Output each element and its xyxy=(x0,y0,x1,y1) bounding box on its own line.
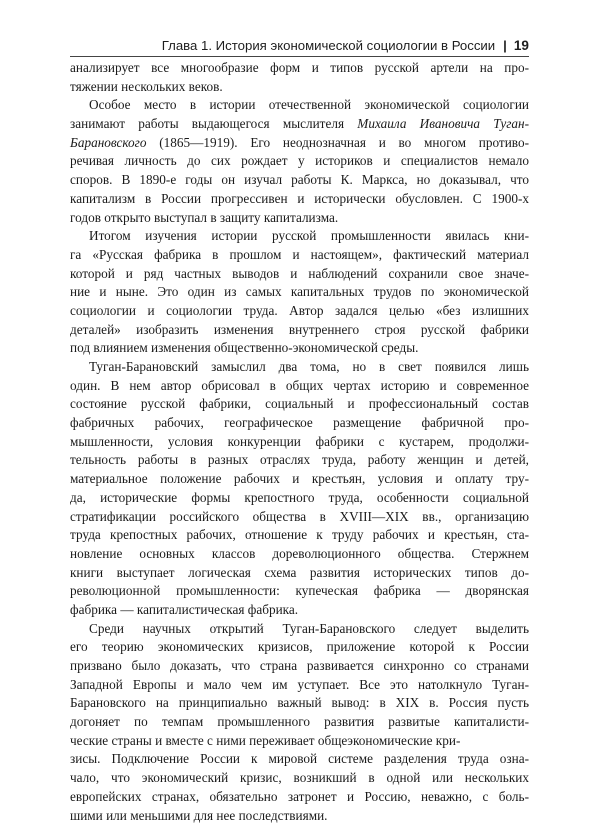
text-run: книги выступает логическая схема развития исторических типов до- xyxy=(70,565,529,580)
text-line xyxy=(70,209,529,228)
text-line xyxy=(70,732,529,751)
text-run: которой и ряд частных выводов и наблюдений сохранили свое значе- xyxy=(70,266,529,281)
text-run: труда крепостных рабочих, отношение к труду рабочих и крестьян, ста- xyxy=(70,527,529,542)
text-line xyxy=(70,227,529,246)
text-run: догоняет по темпам промышленного развития развитые капиталисти- xyxy=(70,714,529,729)
text-run: один. В нем автор обрисовал в общих чертах историю и современное xyxy=(70,378,529,393)
text-line xyxy=(70,302,529,321)
text-line xyxy=(70,601,529,620)
text-line xyxy=(70,694,529,713)
text-run: мышленности, условия конкуренции фабрики с кустарем, продолжи- xyxy=(70,434,529,449)
text-run: да, исторические формы крепостного труда, особенности социальной xyxy=(70,490,529,505)
text-run: анализирует все многообразие форм и типов русской артели на про- xyxy=(70,60,529,75)
text-line xyxy=(70,78,529,97)
text-run: Особое место в истории отечественной экономической социологии xyxy=(89,97,529,112)
text-run: новление основных классов дореволюционного общества. Стержнем xyxy=(70,546,529,561)
text-line xyxy=(70,807,529,825)
text-line xyxy=(70,265,529,284)
text-run: материальное положение рабочих и крестьян, условия и оплату тру- xyxy=(70,471,529,486)
text-line xyxy=(70,676,529,695)
chapter-title: Глава 1. История экономической социологии в России xyxy=(162,38,495,53)
text-run: тяжении нескольких веков. xyxy=(70,79,223,94)
text-line xyxy=(70,526,529,545)
text-line xyxy=(70,788,529,807)
text-line xyxy=(70,750,529,769)
text-run: капитализм в России прогрессивен и исторически обусловлен. С 1900-х xyxy=(70,191,529,206)
text-run: га «Русская фабрика в прошлом и настоящем», фактический материал xyxy=(70,247,529,262)
text-line xyxy=(70,59,529,78)
text-run: чало, что экономический кризис, возникший в одной или нескольких xyxy=(70,770,529,785)
header-rule xyxy=(70,56,529,57)
text-run: зисы. Подключение России к мировой системе разделения труда озна- xyxy=(70,751,529,766)
header-separator: | xyxy=(503,38,507,53)
text-run: призвано было доказать, что страна развивается синхронно со странами xyxy=(70,658,529,673)
text-line xyxy=(70,339,529,358)
text-line xyxy=(70,358,529,377)
text-run: состояние русской фабрики, социальный и профессиональный состав xyxy=(70,396,529,411)
text-line xyxy=(70,582,529,601)
text-line xyxy=(70,564,529,583)
running-header xyxy=(145,36,529,54)
text-run: тельность работы в разных отраслях труда, работу женщин и детей, xyxy=(70,452,529,467)
text-line xyxy=(70,451,529,470)
italic-name: Михаила Ивановича Туган- xyxy=(357,116,529,131)
text-line xyxy=(70,545,529,564)
text-run: речивая личность до сих рождает у историков и специалистов немало xyxy=(70,153,529,168)
text-run: революционной промышленности: купеческая фабрика — дворянская xyxy=(70,583,529,598)
text-line xyxy=(70,414,529,433)
text-line xyxy=(70,620,529,639)
text-line xyxy=(70,134,529,153)
text-run: (1865—1919). Его неоднозначная и во многом противо- xyxy=(146,135,529,150)
text-line xyxy=(70,283,529,302)
text-line xyxy=(70,489,529,508)
text-run: шими или меньшими для нее последствиями. xyxy=(70,808,327,823)
text-line xyxy=(70,508,529,527)
text-run: фабрика — капиталистическая фабрика. xyxy=(70,602,298,617)
body-text xyxy=(70,59,529,825)
text-line xyxy=(70,96,529,115)
text-run: годов открыто выступал в защиту капитализма. xyxy=(70,210,338,225)
text-run: ние и ныне. Это один из самых капитальных трудов по экономической xyxy=(70,284,529,299)
text-run: ческие страны и вместе с ними переживает общеэкономические кри- xyxy=(70,733,460,748)
text-line xyxy=(70,377,529,396)
text-run: споров. В 1890-е годы он изучал работы К. Маркса, но доказывал, что xyxy=(70,172,529,187)
text-line xyxy=(70,638,529,657)
text-run: Итогом изучения истории русской промышленности явилась кни- xyxy=(89,228,529,243)
text-line xyxy=(70,657,529,676)
text-line xyxy=(70,115,529,134)
text-run: деталей» изобразить изменения внутреннего строя русской фабрики xyxy=(70,322,529,337)
text-line xyxy=(70,470,529,489)
page-number: 19 xyxy=(514,38,529,53)
text-run: фабричных рабочих, географическое размещение фабричной про- xyxy=(70,415,529,430)
text-line xyxy=(70,190,529,209)
text-run: Туган-Барановский замыслил два тома, но в свет появился лишь xyxy=(89,359,529,374)
text-run: Западной Европы и мало чем им уступает. Все это натолкнуло Туган- xyxy=(70,677,529,692)
text-line xyxy=(70,769,529,788)
italic-name: Барановского xyxy=(70,135,146,150)
text-run: Барановского на принципиально важный вывод: в XIX в. Россия пусть xyxy=(70,695,529,710)
text-run: его теорию экономических кризисов, приложение которой к России xyxy=(70,639,529,654)
text-run: занимают работы выдающегося мыслителя xyxy=(70,116,357,131)
text-run: социологии и социологии труда. Автор задался целью «без излишних xyxy=(70,303,529,318)
text-line xyxy=(70,171,529,190)
text-run: европейских странах, обязательно затронет и Россию, неважно, с боль- xyxy=(70,789,529,804)
text-line xyxy=(70,713,529,732)
text-line xyxy=(70,321,529,340)
text-line xyxy=(70,395,529,414)
text-line xyxy=(70,246,529,265)
text-run: стратификации российского общества в XVIII—XIX вв., организацию xyxy=(70,509,529,524)
text-line xyxy=(70,433,529,452)
text-line xyxy=(70,152,529,171)
text-run: Среди научных открытий Туган-Барановского следует выделить xyxy=(89,621,529,636)
text-run: под влиянием изменения общественно-экономической среды. xyxy=(70,340,418,355)
